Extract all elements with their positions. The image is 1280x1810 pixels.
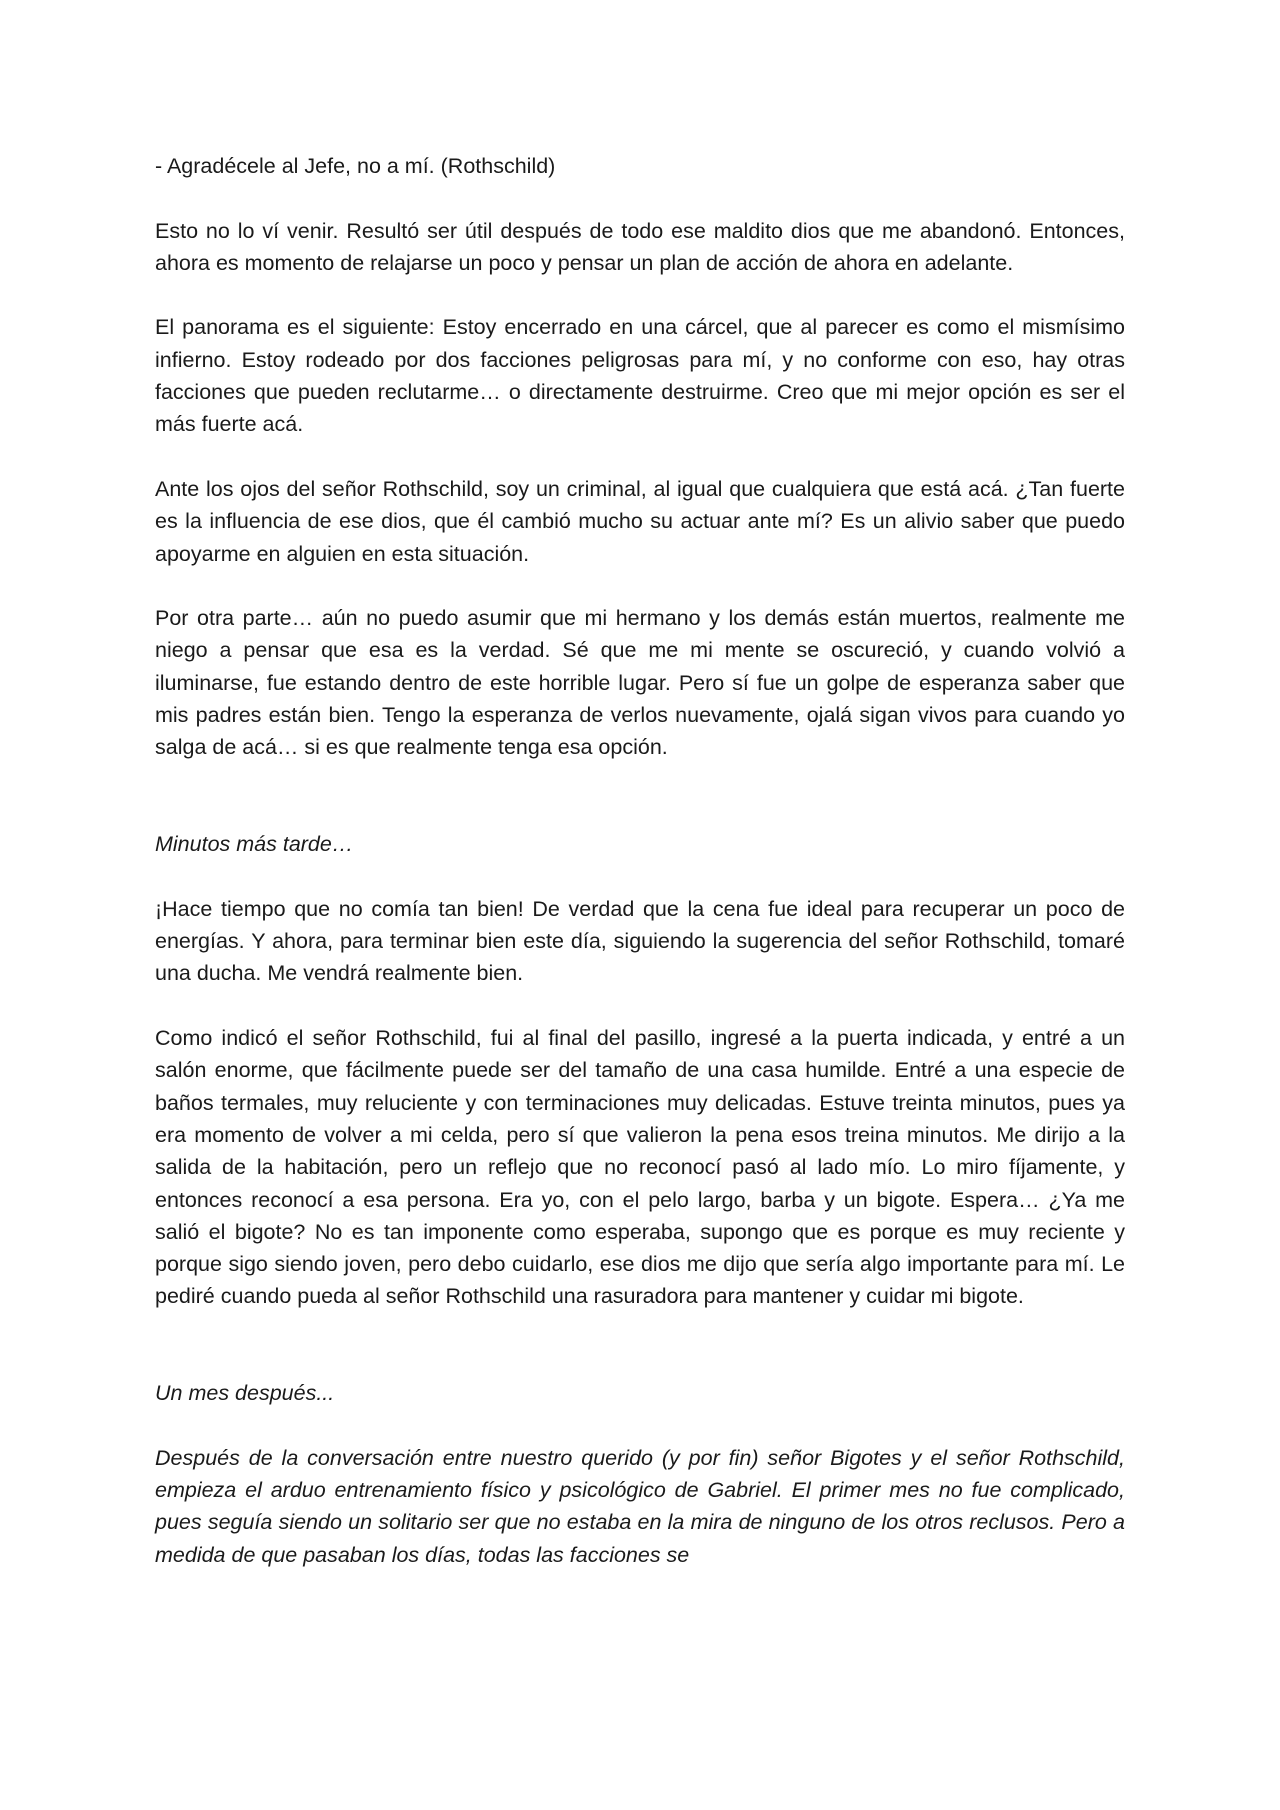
paragraph: El panorama es el siguiente: Estoy encerrado en una cárcel, que al parecer es como el mismísimo infierno. Estoy rodeado por dos facciones peligrosas para mí, y no conforme con eso, hay otras facciones que pueden reclutarme… o directamente destruirme. Creo que mi mejor opción es ser el más fuerte acá.	[155, 315, 1125, 437]
narrator-paragraph: Después de la conversación entre nuestro querido (y por fin) señor Bigotes y el señor Rothschild, empieza el arduo entrenamiento físico y psicológico de Gabriel. El primer mes no fue complicado, pues seguía siendo un solitario ser que no estaba en la mira de ninguno de los otros reclusos. Pero a medida de que pasaban los días, todas las facciones se	[155, 1445, 1125, 1567]
paragraph: Como indicó el señor Rothschild, fui al final del pasillo, ingresé a la puerta indicada, y entré a un salón enorme, que fácilmente puede ser del tamaño de una casa humilde. Entré a una especie de baños termales, muy reluciente y con terminaciones muy delicadas. Estuve treinta minutos, pues ya era momento de volver a mi celda, pero sí que valieron la pena esos treina minutos. Me dirijo a la salida de la habitación, pero un reflejo que no reconocí pasó al lado mío. Lo miro fíjamente, y entonces reconocí a esa persona. Era yo, con el pelo largo, barba y un bigote. Espera… ¿Ya me salió el bigote? No es tan imponente como esperaba, supongo que es porque es muy reciente y porque sigo siendo joven, pero debo cuidarlo, ese dios me dijo que sería algo importante para mí. Le pediré cuando pueda al señor Rothschild una rasuradora para mantener y cuidar mi bigote.	[155, 1026, 1125, 1309]
scene-break-heading: Minutos más tarde…	[155, 832, 354, 857]
dialogue-line: - Agradécele al Jefe, no a mí. (Rothschild)	[155, 154, 556, 178]
scene-break-heading: Un mes después...	[155, 1381, 335, 1406]
paragraph: ¡Hace tiempo que no comía tan bien! De verdad que la cena fue ideal para recuperar un poco de energías. Y ahora, para terminar bien este día, siguiendo la sugerencia del señor Rothschild, tomaré una ducha. Me vendrá realmente bien.	[155, 896, 1125, 986]
paragraph: Ante los ojos del señor Rothschild, soy un criminal, al igual que cualquiera que está acá. ¿Tan fuerte es la influencia de ese dios, que él cambió mucho su actuar ante mí? Es un alivio saber que puedo apoyarme en alguien en esta situación.	[155, 476, 1125, 566]
paragraph: Esto no lo ví venir. Resultó ser útil después de todo ese maldito dios que me abandonó. Entonces, ahora es momento de relajarse un poco y pensar un plan de acción de ahora en adelante.	[155, 218, 1125, 275]
paragraph: Por otra parte… aún no puedo asumir que mi hermano y los demás están muertos, realmente me niego a pensar que esa es la verdad. Sé que me mi mente se oscureció, y cuando volvió a iluminarse, fue estando dentro de este horrible lugar. Pero sí fue un golpe de esperanza saber que mis padres están bien. Tengo la esperanza de verlos nuevamente, ojalá sigan vivos para cuando yo salga de acá… si es que realmente tenga esa opción.	[155, 606, 1125, 760]
document-body	[155, 150, 1125, 1571]
